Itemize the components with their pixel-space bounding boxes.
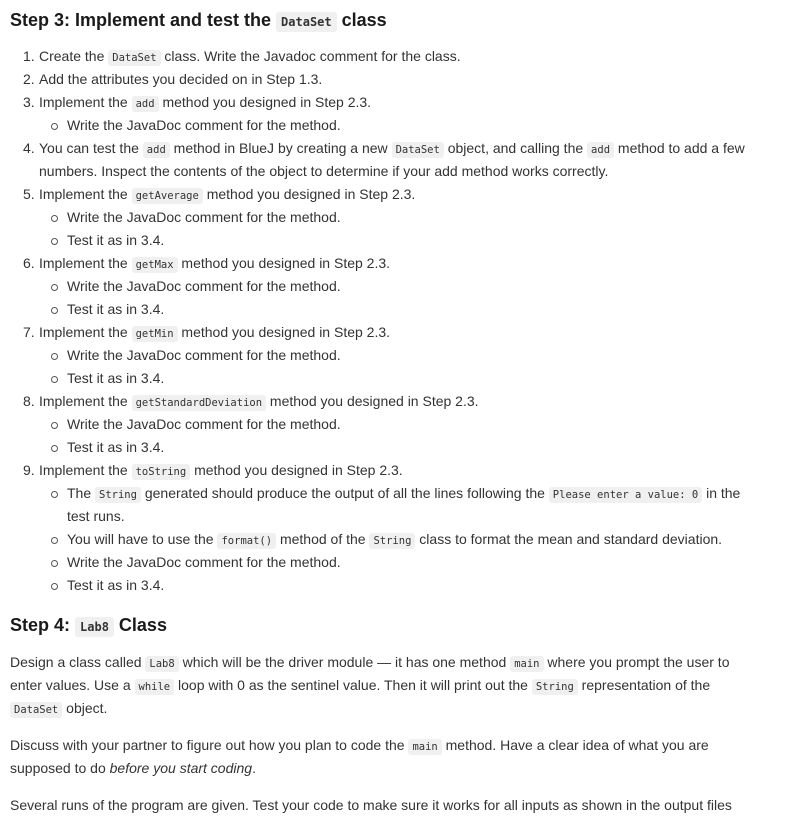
- sub-list-item: Write the JavaDoc comment for the method.: [67, 209, 341, 225]
- inline-code: while: [135, 679, 175, 695]
- sub-list-item: Test it as in 3.4.: [67, 232, 165, 248]
- list-item: Implement the add method you designed in Step 2.3.: [39, 94, 372, 110]
- bullet-icon: [51, 307, 58, 314]
- inline-code: getAverage: [132, 188, 203, 204]
- bullet-icon: [51, 284, 58, 291]
- sub-list-item: Test it as in 3.4.: [67, 439, 165, 455]
- bullet-icon: [51, 537, 58, 544]
- bullet-icon: [51, 353, 58, 360]
- paragraph-line: supposed to do before you start coding.: [10, 760, 256, 776]
- sub-list-item: Test it as in 3.4.: [67, 301, 165, 317]
- paragraph-line: Design a class called Lab8 which will be the driver module — it has one method main where you prompt the user to: [10, 654, 730, 670]
- sub-list-item: Write the JavaDoc comment for the method.: [67, 347, 341, 363]
- inline-code: DataSet: [392, 142, 444, 158]
- bullet-icon: [51, 238, 58, 245]
- inline-code: add: [143, 142, 170, 158]
- list-item: Implement the getMin method you designed in Step 2.3.: [39, 324, 391, 340]
- list-number: 7.: [23, 324, 35, 340]
- inline-code: toString: [132, 464, 191, 480]
- list-item: Implement the getMax method you designed in Step 2.3.: [39, 255, 391, 271]
- inline-code: Lab8: [145, 656, 178, 672]
- bullet-icon: [51, 215, 58, 222]
- bullet-icon: [51, 583, 58, 590]
- list-item: Implement the getStandardDeviation method you designed in Step 2.3.: [39, 393, 479, 409]
- inline-code: add: [132, 96, 159, 112]
- bullet-icon: [51, 376, 58, 383]
- heading-code: DataSet: [276, 12, 337, 32]
- bullet-icon: [51, 491, 58, 498]
- paragraph-line: DataSet object.: [10, 697, 107, 720]
- inline-code: DataSet: [108, 50, 160, 66]
- list-item: Add the attributes you decided on in Step 1.3.: [39, 71, 323, 87]
- paragraph-line: Several runs of the program are given. Test your code to make sure it works for all inputs as shown in the output files: [10, 797, 732, 813]
- list-item-continuation: numbers. Inspect the contents of the object to determine if your add method works correctly.: [39, 163, 609, 179]
- bullet-icon: [51, 560, 58, 567]
- inline-code: format(): [217, 533, 276, 549]
- list-item: Create the DataSet class. Write the Javadoc comment for the class.: [39, 48, 461, 64]
- bullet-icon: [51, 422, 58, 429]
- sub-list-item: Write the JavaDoc comment for the method.: [67, 117, 341, 133]
- list-item: Implement the toString method you designed in Step 2.3.: [39, 462, 403, 478]
- inline-code: main: [408, 739, 441, 755]
- inline-code: getMax: [132, 257, 178, 273]
- emphasis-text: before you start coding: [109, 760, 253, 776]
- sub-list-item: Write the JavaDoc comment for the method.: [67, 416, 341, 432]
- inline-code: main: [510, 656, 543, 672]
- step3-heading: Step 3: Implement and test the DataSet class: [10, 10, 387, 30]
- sub-list-item: The String generated should produce the output of all the lines following the Please enter a value: 0 in the: [67, 485, 741, 501]
- inline-code: add: [587, 142, 614, 158]
- list-number: 6.: [23, 255, 35, 271]
- list-number: 4.: [23, 140, 35, 156]
- paragraph-line: Discuss with your partner to figure out how you plan to code the main method. Have a clear idea of what you are: [10, 737, 709, 753]
- inline-code: Please enter a value: 0: [549, 487, 702, 503]
- inline-code: getStandardDeviation: [132, 395, 266, 411]
- list-number: 5.: [23, 186, 35, 202]
- inline-code: String: [95, 487, 141, 503]
- bullet-icon: [51, 445, 58, 452]
- list-item: You can test the add method in BlueJ by creating a new DataSet object, and calling the add method to add a few: [39, 140, 745, 156]
- list-item: Implement the getAverage method you designed in Step 2.3.: [39, 186, 416, 202]
- list-number: 9.: [23, 462, 35, 478]
- sub-list-item: Write the JavaDoc comment for the method.: [67, 278, 341, 294]
- heading-code: Lab8: [75, 617, 114, 637]
- list-number: 1.: [23, 48, 35, 64]
- inline-code: String: [369, 533, 415, 549]
- step4-heading: Step 4: Lab8 Class: [10, 615, 167, 635]
- list-number: 3.: [23, 94, 35, 110]
- list-number: 2.: [23, 71, 35, 87]
- paragraph-line: enter values. Use a while loop with 0 as the sentinel value. Then it will print out the String representation of the: [10, 677, 711, 693]
- sub-list-item: You will have to use the format() method of the String class to format the mean and standard deviation.: [67, 531, 723, 547]
- inline-code: String: [532, 679, 578, 695]
- sub-list-item: Write the JavaDoc comment for the method.: [67, 554, 341, 570]
- sub-list-item-continuation: test runs.: [67, 508, 125, 524]
- inline-code: getMin: [132, 326, 178, 342]
- sub-list-item: Test it as in 3.4.: [67, 370, 165, 386]
- inline-code: DataSet: [10, 702, 62, 718]
- bullet-icon: [51, 123, 58, 130]
- sub-list-item: Test it as in 3.4.: [67, 577, 165, 593]
- list-number: 8.: [23, 393, 35, 409]
